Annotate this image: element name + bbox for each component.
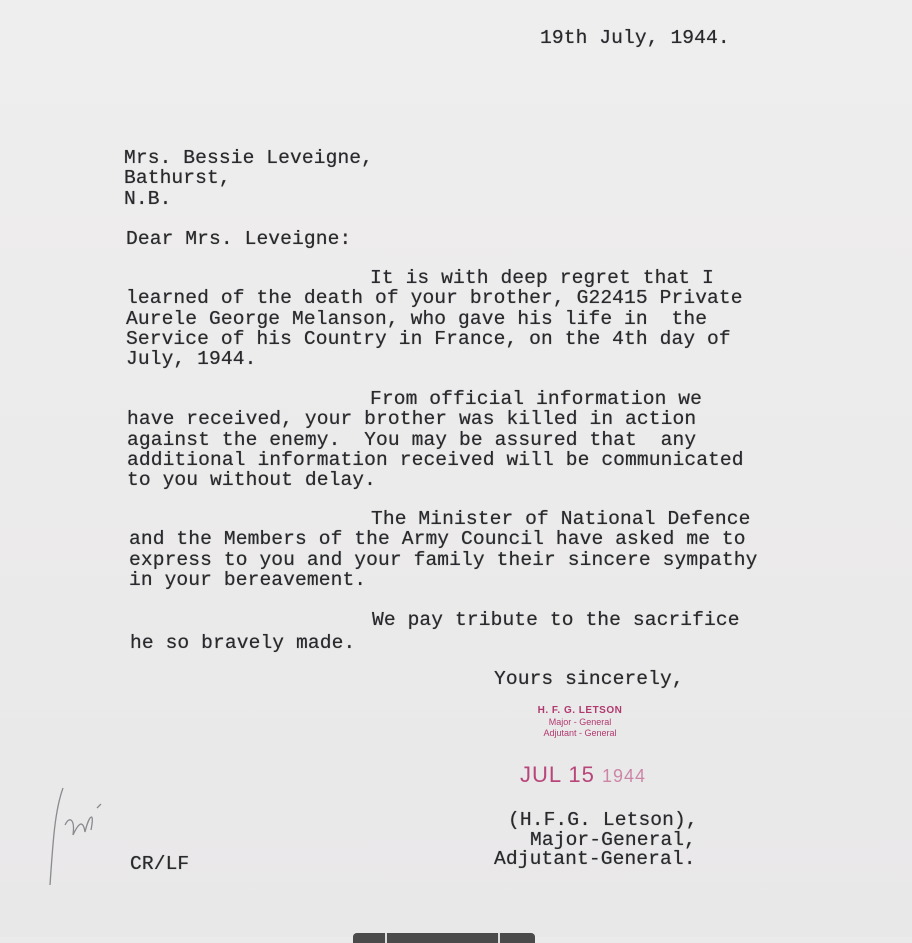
paragraph-line: From official information we bbox=[370, 388, 703, 410]
address-line: Mrs. Bessie Leveigne, bbox=[124, 147, 374, 169]
paragraph-line: We pay tribute to the sacrifice bbox=[372, 609, 740, 631]
address-line: N.B. bbox=[124, 187, 172, 210]
paragraph-2 bbox=[127, 389, 744, 490]
toolbar-divider bbox=[498, 933, 500, 943]
date-stamp-year: 1944 bbox=[602, 766, 647, 786]
address-line: Bathurst, bbox=[124, 167, 231, 190]
paragraph-line: Service of his Country in France, on the 4th day of bbox=[126, 327, 731, 350]
signature-block bbox=[494, 811, 698, 870]
viewer-toolbar[interactable] bbox=[353, 933, 535, 943]
signature-line: (H.F.G. Letson), bbox=[508, 809, 698, 831]
paragraph-4 bbox=[130, 609, 740, 655]
paragraph-line: he so bravely made. bbox=[130, 632, 356, 654]
paragraph-line: July, 1944. bbox=[126, 348, 257, 371]
toolbar-divider bbox=[385, 933, 387, 943]
paragraph-3 bbox=[129, 509, 757, 590]
signature-stamp bbox=[520, 705, 640, 739]
paragraph-line: and the Members of the Army Council have asked me to bbox=[129, 528, 746, 551]
paragraph-line: learned of the death of your brother, G22415 Private bbox=[126, 287, 743, 310]
received-date-stamp bbox=[520, 762, 646, 789]
stamp-title: Adjutant - General bbox=[543, 728, 617, 738]
paragraph-line: have received, your brother was killed in action bbox=[127, 408, 697, 431]
signature-line: Adjutant-General. bbox=[494, 848, 696, 870]
stamp-name: H. F. G. LETSON bbox=[537, 705, 623, 716]
letter-date: 19th July, 1944. bbox=[540, 27, 730, 49]
paragraph-line: additional information received will be communicated bbox=[127, 448, 744, 471]
paragraph-line: The Minister of National Defence bbox=[371, 508, 751, 530]
paragraph-1 bbox=[126, 268, 743, 369]
signature-line: Major-General, bbox=[530, 828, 697, 851]
closing: Yours sincerely, bbox=[494, 668, 684, 690]
reference-initials: CR/LF bbox=[130, 853, 190, 875]
paragraph-line: against the enemy. You may be assured that any bbox=[127, 428, 697, 451]
paragraph-line: in your bereavement. bbox=[129, 568, 367, 591]
date-stamp-day: JUL 15 bbox=[520, 762, 595, 787]
recipient-address bbox=[124, 148, 373, 209]
paragraph-line: express to you and your family their sincere sympathy bbox=[129, 548, 758, 571]
paragraph-line: It is with deep regret that I bbox=[370, 267, 714, 289]
salutation: Dear Mrs. Leveigne: bbox=[126, 228, 352, 250]
paragraph-line: to you without delay. bbox=[127, 469, 377, 492]
stamp-rank: Major - General bbox=[548, 717, 612, 727]
handwritten-initials bbox=[45, 780, 115, 890]
paragraph-line: Aurele George Melanson, who gave his life in the bbox=[126, 307, 708, 330]
